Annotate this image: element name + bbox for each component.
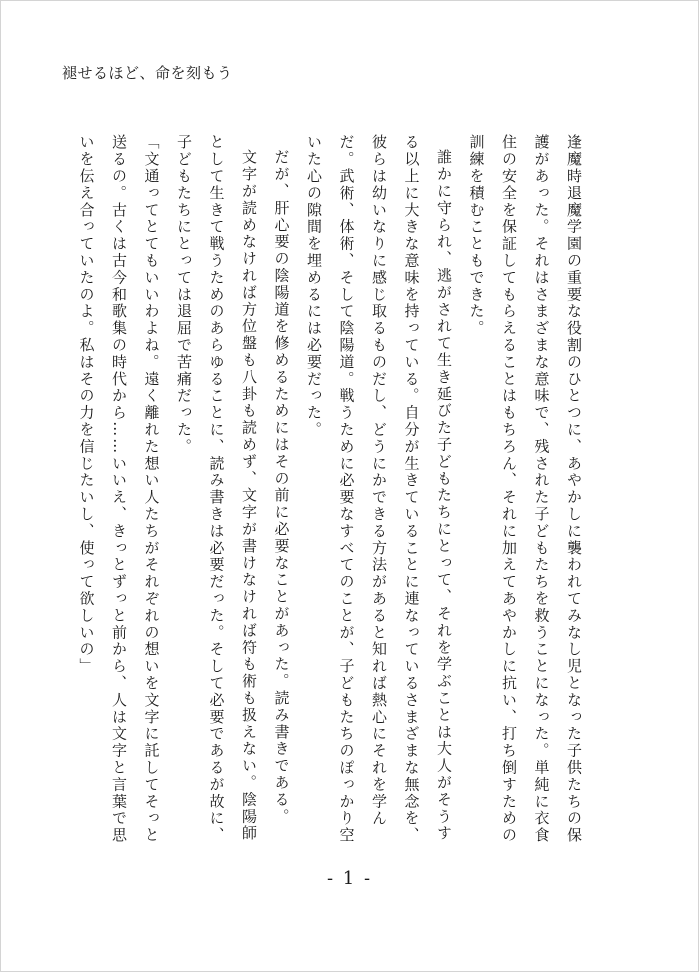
paragraph-4: 文字が読めなければ方位盤も八卦も読めず、文字が書けなければ符も術も扱えない。陰陽師として生きて戦うためのあらゆることに、読み書きは必要だった。そして必要であるが故に、子どもたちにとっては退屈で苦痛だった。 — [175, 134, 258, 844]
paragraph-3: だが、肝心要の陰陽道を修めるためにはその前に必要なことがあった。読み書きである。 — [272, 149, 291, 825]
body-text — [70, 134, 590, 854]
paragraph-1: 逢魔時退魔学園の重要な役割のひとつに、あやかしに襲われてみなし児となった子供たちの保護があった。それはさまざまな意味で、残された子どもたちを救うことになった。単純に衣食住の安全を保証してもらえることはもちろん、それに加えてあやかしに抗い、打ち倒すための訓練を積むこともできた。 — [467, 134, 583, 844]
running-head: 褪せるほど、命を刻もう — [62, 64, 233, 82]
paragraph-5-dialogue: 「文通ってとてもいいわよね。遠く離れた想い人たちがそれぞれの想いを文字に託してそっと送るの。古くは古今和歌集の時代から……いいえ、きっとずっと前から、人は文字と言葉で思いを伝え合っていたのよ。私はその力を信じたいし、使って欲しいの」 — [77, 134, 161, 844]
paragraph-2: 誰かに守られ、逃がされて生き延びた子どもたちにとって、それを学ぶことは大人がそうする以上に大きな意味を持っている。自分が生きていることに連なっているさまざまな無念を、彼らは幼いなりに感じ取るものだし、どうにかできる方法があると知れば熱心にそれを学んだ。武術、体術、そして陰陽道。戦うために必要なすべてのことが、子どもたちのぽっかり空いた心の隙間を埋めるには必要だった。 — [305, 134, 453, 844]
page-number: - 1 - — [326, 868, 373, 889]
